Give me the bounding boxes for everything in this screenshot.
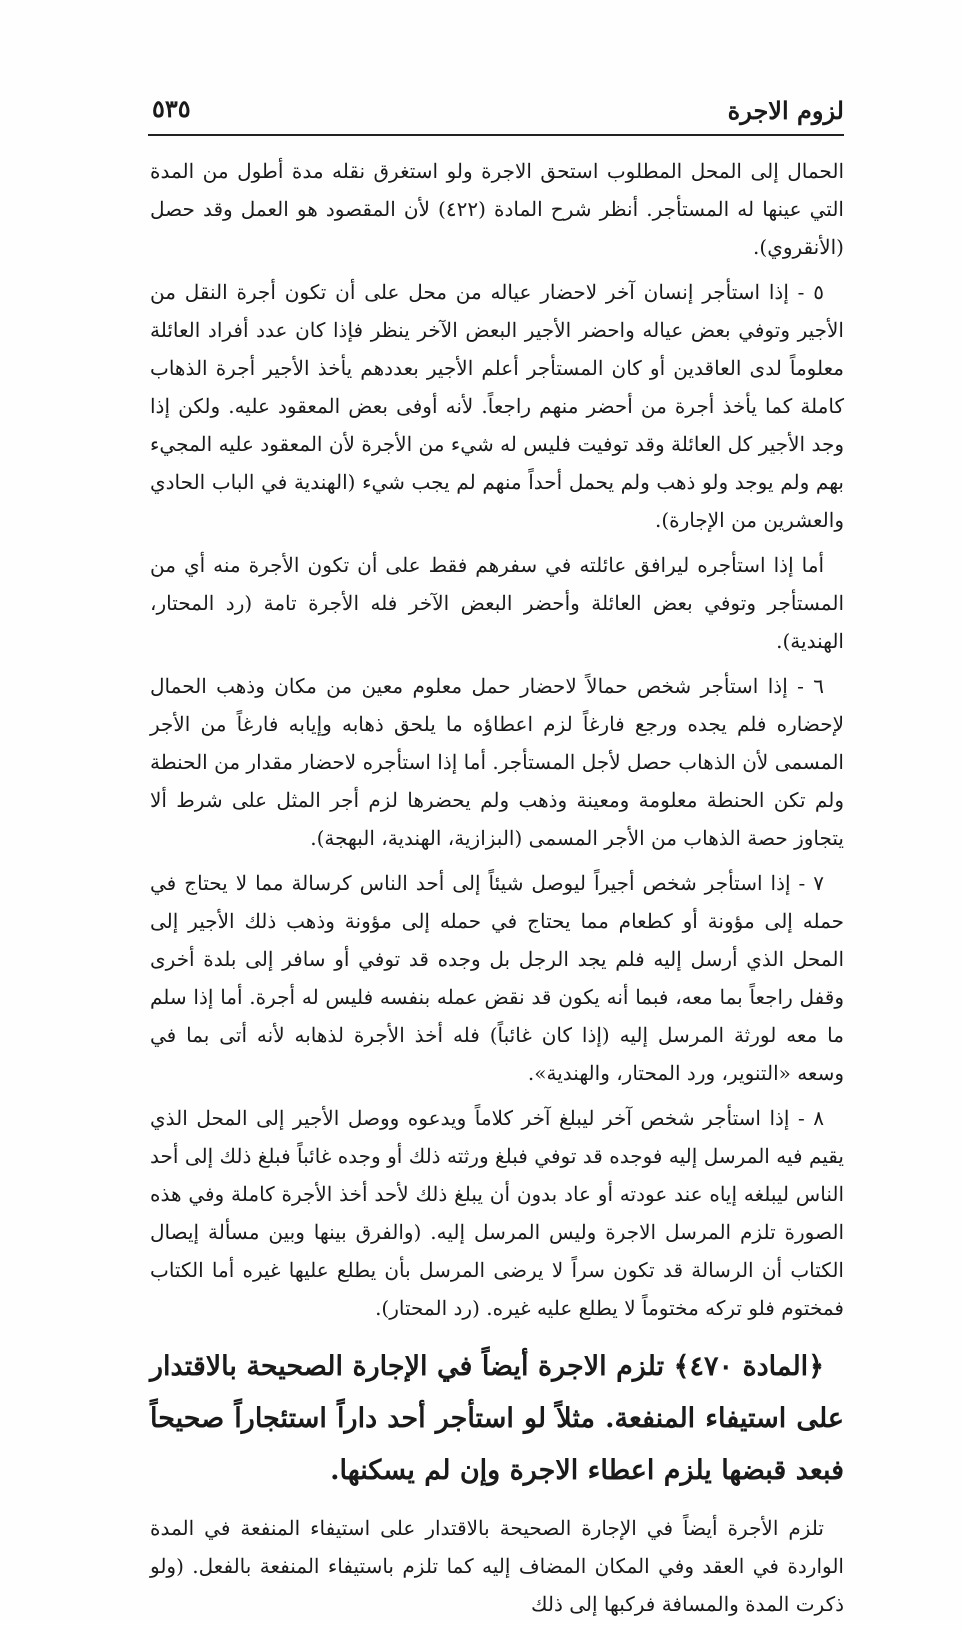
paragraph-item-7: ٧ - إذا استأجر شخص أجيراً ليوصل شيئاً إلى أحد الناس كرسالة مما لا يحتاج في حمله إلى مؤونة أو كطعام مما يحتاج في حمله إلى مؤونة وذهب ذلك الأجير إلى المحل الذي أرسل إليه فلم يجد الرجل بل وجده قد توفي أو سافر إلى بلدة أخرى وقفل راجعاً بما معه، فبما أنه يكون قد نقض عمله بنفسه فليس له أجرة. أما إذا سلم ما معه لورثة المرسل إليه (إذا كان غائباً) فله أخذ الأجرة لذهابه لأنه أتى بما في وسعه «التنوير، ورد المحتار، والهندية». <box>150 871 844 1085</box>
article-open-bracket: ﴿ <box>808 1351 825 1382</box>
commentary-paragraph: تلزم الأجرة أيضاً في الإجارة الصحيحة بالاقتدار على استيفاء المنفعة في المدة الواردة في العقد وفي المكان المضاف إليه كما تلزم باستيفاء المنفعة بالفعل. (ولو ذكرت المدة والمسافة فركبها إلى ذلك <box>150 1516 844 1616</box>
page-number: ٥٣٥ <box>152 94 191 123</box>
article-close-bracket: ﴾ <box>673 1351 690 1382</box>
running-title: لزوم الاجرة <box>727 96 844 125</box>
paragraph-item-6: ٦ - إذا استأجر شخص حمالاً لاحضار حمل معلوم معين من مكان وذهب الحمال لإحضاره فلم يجده ورجع فارغاً لزم اعطاؤه ما يلحق ذهابه وإيابه فارغاً من الأجر المسمى لأن الذهاب حصل لأجل المستأجر. أما إذا استأجره لاحضار مقدار من الحنطة ولم تكن الحنطة معلومة ومعينة وذهب ولم يحضرها لزم أجر المثل على شرط ألا يتجاوز حصة الذهاب من الأجر المسمى (البزازية، الهندية، البهجة). <box>150 674 844 850</box>
page-body <box>150 152 844 1630</box>
page-header <box>148 84 844 144</box>
paragraph-item-8: ٨ - إذا استأجر شخص آخر ليبلغ آخر كلاماً ويدعوه ووصل الأجير إلى المحل الذي يقيم فيه المرسل إليه فوجده قد توفي فبلغ ورثته ذلك أو وجده غائباً فبلغ ذلك إلى أحد الناس ليبلغه إياه عند عودته أو عاد بدون أن يبلغ ذلك لأحد أخذ الأجرة كاملة وفي هذه الصورة تلزم المرسل الاجرة وليس المرسل إليه. (والفرق بينها وبين مسألة إيصال الكتاب أن الرسالة قد تكون سراً لا يرضى المرسل بأن يطلع عليها غيره أما الكتاب فمختوم فلو تركه مختوماً لا يطلع عليه غيره. (رد المحتار). <box>150 1106 844 1320</box>
article-label: المادة ٤٧٠ <box>689 1351 809 1382</box>
paragraph-continuation: الحمال إلى المحل المطلوب استحق الاجرة ولو استغرق نقله مدة أطول من المدة التي عينها له المستأجر. أنظر شرح المادة (٤٢٢) لأن المقصود هو العمل وقد حصل (الأنقروي). <box>150 159 844 259</box>
header-rule <box>148 134 844 136</box>
paragraph-item-5-note: أما إذا استأجره ليرافق عائلته في سفرهم فقط على أن تكون الأجرة منه أي من المستأجر وتوفي بعض العائلة وأحضر البعض الآخر فله الأجرة تامة (رد المحتار، الهندية). <box>150 553 845 653</box>
article-text: تلزم الاجرة أيضاً في الإجارة الصحيحة بالاقتدار على استيفاء المنفعة. مثلاً لو استأجر أحد داراً استئجاراً صحيحاً فبعد قبضها يلزم اعطاء الاجرة وإن لم يسكنها. <box>150 1351 844 1486</box>
paragraph-item-5: ٥ - إذا استأجر إنسان آخر لاحضار عياله من محل على أن تكون أجرة النقل من الأجير وتوفي بعض عياله واحضر الأجير البعض الآخر ينظر فإذا كان عدد أفراد العائلة معلوماً لدى العاقدين أو كان المستأجر أعلم الأجير بعددهم يأخذ الأجير أجرة الذهاب كاملة كما يأخذ أجرة من أحضر منهم راجعاً. لأنه أوفى بعض المعقود عليه. ولكن إذا وجد الأجير كل العائلة وقد توفيت فليس له شيء من الأجرة لأن المعقود عليه المجيء بهم ولم يوجد ولو ذهب ولم يحمل أحداً منهم لم يجب شيء (الهندية في الباب الحادي والعشرين من الإجارة). <box>150 280 844 532</box>
